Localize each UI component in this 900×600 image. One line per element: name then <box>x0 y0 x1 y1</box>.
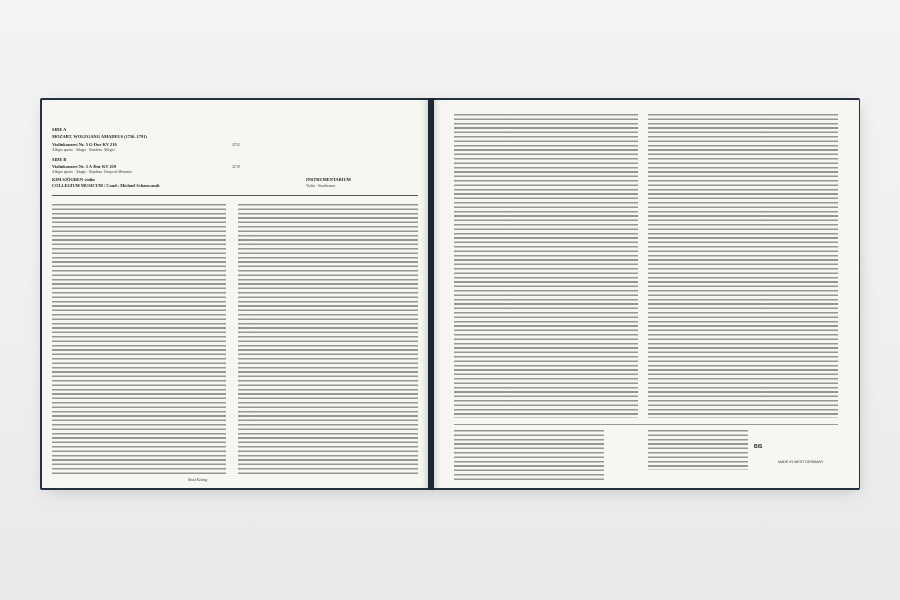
german-notes-continued <box>454 114 638 418</box>
instrumentarium-label: INSTRUMENTARIUM <box>306 177 351 182</box>
left-page <box>42 100 428 488</box>
instrumentarium-detail: Violin · Stradivarius <box>306 184 336 188</box>
track-1-time: 25'32 <box>232 143 240 147</box>
orchestra: COLLEGIUM MUSICUM / Cond.: Michael Schønwandt <box>52 183 160 188</box>
right-page <box>434 100 859 488</box>
label-address <box>648 430 748 470</box>
english-notes-column <box>52 204 226 474</box>
side-b-label: SIDE B <box>52 157 67 162</box>
header-divider <box>52 195 418 196</box>
credits-divider <box>454 424 838 425</box>
track-2-title: Violinkonzert Nr. 5 A-Dur KV 219 <box>52 164 117 169</box>
soloist: KIM SJÖGREN violin <box>52 177 95 182</box>
track-2-movements: Allegro aperto · Adagio · Rondeau. Tempo di Menuetto <box>52 170 133 174</box>
track-1-movements: Allegro aperto · Adagio · Rondeau. Allegro <box>52 148 115 152</box>
track-2-time: 32'19 <box>232 165 240 169</box>
composer-line: MOZART, WOLFGANG AMADEUS (1756–1791) <box>52 134 147 139</box>
recording-credits <box>454 430 604 480</box>
author-signature: Knud Ketting <box>188 478 208 482</box>
side-a-label: SIDE A <box>52 127 67 132</box>
made-in-label: MADE IN WEST GERMANY <box>778 460 824 464</box>
french-notes-column <box>648 114 838 418</box>
german-notes-column <box>238 204 418 474</box>
track-1-title: Violinkonzert Nr. 5 G-Dur KV 216 <box>52 142 117 147</box>
label-logo: BIS <box>754 444 763 450</box>
